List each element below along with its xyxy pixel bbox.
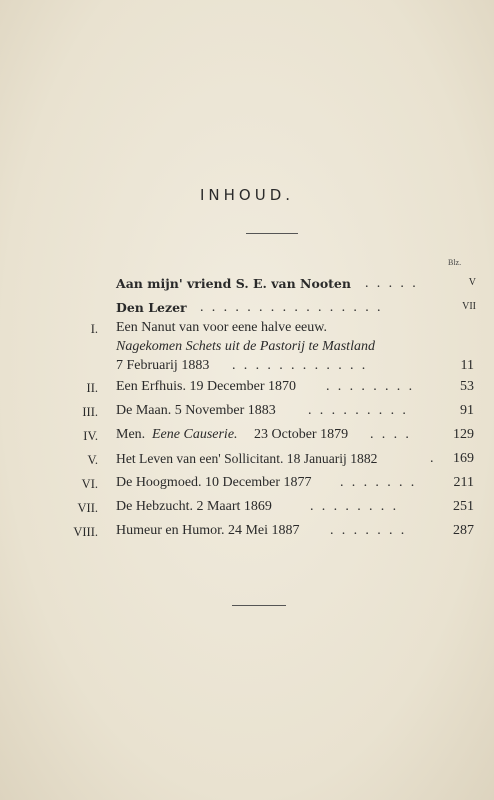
toc-roman-number: V. — [87, 453, 98, 467]
toc-entry-title: Het Leven van een' Sollicitant. 18 Januarij 1882 — [116, 451, 378, 466]
closing-divider — [232, 605, 286, 606]
toc-page-number: 11 — [460, 358, 474, 373]
toc-roman-number: VIII. — [73, 525, 98, 539]
toc-leader-dots: . . . . . . . . . . . . . . . . — [200, 300, 383, 315]
toc-page-number: 53 — [460, 379, 474, 394]
toc-entry-title: De Hoogmoed. 10 December 1877 — [116, 475, 312, 490]
toc-entry-title: De Maan. 5 November 1883 — [116, 403, 276, 418]
toc-leader-dots: . . . . . . . . — [326, 379, 415, 394]
page-column-label: Blz. — [448, 258, 462, 267]
toc-roman-number: III. — [82, 405, 98, 419]
toc-roman-number: IV. — [83, 429, 98, 443]
toc-entry-subtitle: Nagekomen Schets uit de Pastorij te Mastland — [116, 339, 375, 354]
toc-roman-number: I. — [90, 322, 98, 336]
toc-entry-title: Een Nanut van voor eene halve eeuw. — [116, 320, 327, 335]
toc-leader-dots: . — [430, 451, 436, 466]
toc-entry-date: 7 Februarij 1883 — [116, 358, 210, 373]
toc-entry-title: Den Lezer — [116, 300, 187, 315]
toc-entry-subtitle: Eene Causerie. — [152, 427, 238, 442]
title-divider — [246, 233, 298, 234]
toc-entry-title: Humeur en Humor. 24 Mei 1887 — [116, 523, 300, 538]
toc-leader-dots: . . . . — [370, 427, 412, 442]
toc-roman-number: II. — [86, 381, 98, 395]
toc-leader-dots: . . . . . — [365, 276, 419, 291]
toc-leader-dots: . . . . . . . . . — [308, 403, 409, 418]
toc-entry-title: Men. — [116, 427, 146, 442]
toc-page-number: 91 — [460, 403, 474, 418]
toc-leader-dots: . . . . . . . . . . . . — [232, 358, 368, 373]
toc-page-number: 251 — [453, 499, 474, 514]
toc-leader-dots: . . . . . . . . — [310, 499, 399, 514]
toc-page-number: 211 — [453, 475, 474, 490]
toc-page-number: VII — [462, 301, 476, 312]
toc-entry-title: Aan mijn' vriend S. E. van Nooten — [116, 276, 351, 291]
toc-entry-title: Een Erfhuis. 19 December 1870 — [116, 379, 296, 394]
toc-page-number: V — [468, 277, 476, 288]
toc-page-number: 129 — [453, 427, 474, 442]
toc-leader-dots: . . . . . . . — [330, 523, 407, 538]
toc-roman-number: VII. — [77, 501, 98, 515]
toc-page-number: 287 — [453, 523, 474, 538]
toc-page-number: 169 — [453, 451, 474, 466]
toc-roman-number: VI. — [81, 477, 98, 491]
toc-leader-dots: . . . . . . . — [340, 475, 417, 490]
toc-entry-title: De Hebzucht. 2 Maart 1869 — [116, 499, 272, 514]
page-title: INHOUD. — [199, 186, 295, 204]
toc-entry-date: 23 October 1879 — [254, 427, 349, 442]
